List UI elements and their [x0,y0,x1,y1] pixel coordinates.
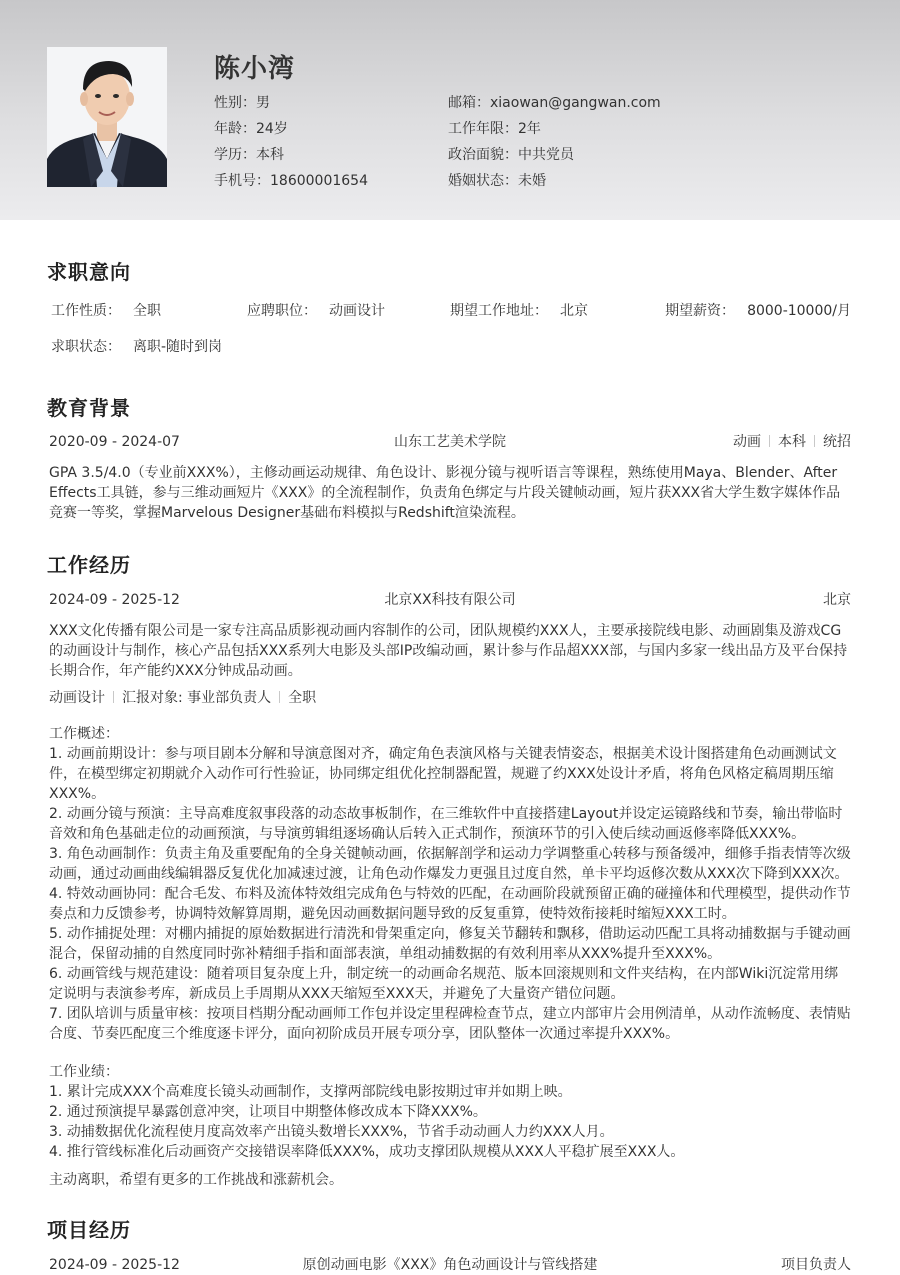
political-status-info: 政治面貌：中共党员 [448,147,574,163]
list-item: 4. 特效动画协同：配合毛发、布料及流体特效组完成角色与特效的匹配，在动画阶段就预留正确的碰撞体和代理模型，提供动作节奏点和力反馈参考，协调特效解算周期，避免因动画数据问题导致的反复重算，使特效衔接耗时缩短XXX工时。 [49,886,851,922]
work-achievements-title: 工作业绩： [49,1064,119,1080]
work-role: 动画设计 [49,690,105,706]
work-overview [49,724,851,1044]
marital-status-info: 婚姻状态：未婚 [448,173,546,189]
project-date: 2024-09 - 2025-12 [49,1257,180,1273]
section-title-education: 教育背景 [47,396,131,420]
intent-location-value: 北京 [560,303,588,319]
intent-position [247,301,385,321]
work-overview-title: 工作概述： [49,726,119,742]
project-name: 原创动画电影《XXX》角色动画设计与管线搭建 [302,1257,598,1273]
work-years-info: 工作年限：2年 [448,121,541,137]
list-item: 1. 动画前期设计：参与项目剧本分解和导演意图对齐，确定角色表演风格与关键表情姿态，根据美术设计图搭建角色动画测试文件，在模型绑定初期就介入动作可行性验证，协同绑定组优化控制器配置，规避了约XXX处设计矛盾，将角色风格定稿周期压缩XXX%。 [49,746,837,802]
education-date: 2020-09 - 2024-07 [49,434,180,450]
list-item: 6. 动画管线与规范建设：随着项目复杂度上升，制定统一的动画命名规范、版本回滚规则和文件夹结构，在内部Wiki沉淀常用绑定说明与表演参考库，新成员上手周期从XXX天缩短至XXX天，并避免了大量资产错位问题。 [49,966,839,1002]
section-title-project: 项目经历 [47,1218,131,1242]
divider [769,435,770,447]
gender-info: 性别：男 [214,95,270,111]
list-item: 5. 动作捕捉处理：对棚内捕捉的原始数据进行清洗和骨架重定向，修复关节翻转和飘移，借助运动匹配工具将动捕数据与手键动画混合，保留动捕的自然度同时弥补精细手指和面部表演，单组动捕数据的有效利用率从XXX%提升至XXX%。 [49,926,851,962]
intent-location [450,301,588,321]
intent-salary-label: 期望薪资： [665,303,736,319]
candidate-name: 陈小湾 [214,54,296,84]
leave-reason: 主动离职，希望有更多的工作挑战和涨薪机会。 [49,1172,343,1188]
intent-position-label: 应聘职位： [247,303,317,319]
intent-job-type [51,301,161,321]
list-item: 2. 通过预演提早暴露创意冲突，让项目中期整体修改成本下降XXX%。 [49,1104,487,1120]
list-item: 3. 动捕数据优化流程使月度高效率产出镜头数增长XXX%，节省手动动画人力约XXX人月。 [49,1124,614,1140]
person-portrait-icon [47,47,167,187]
intent-job-type-value: 全职 [133,303,161,319]
section-title-intent: 求职意向 [47,260,131,284]
education-major: 动画 [733,434,761,450]
list-item: 3. 角色动画制作：负责主角及重要配角的全身关键帧动画，依据解剖学和运动力学调整重心转移与预备缓冲，细修手指表情等次级动画，通过动画曲线编辑器反复优化加减速过渡，让角色动作爆发力更强且过度自然，单卡平均返修次数从XXX次下降到XXX次。 [49,846,851,882]
intent-position-value: 动画设计 [329,303,385,319]
list-item: 2. 动画分镜与预演：主导高难度叙事段落的动态故事板制作，在三维软件中直接搭建Layout并设定运镜路线和节奏，输出带临时音效和角色基础走位的动画预演，与导演剪辑组逐场确认后转入正式制作，预演环节的引入使后续动画返修率降低XXX%。 [49,806,843,842]
company-description: XXX文化传播有限公司是一家专注高品质影视动画内容制作的公司，团队规模约XXX人，主要承接院线电影、动画剧集及游戏CG的动画设计与制作，核心产品包括XXX系列大电影及头部IP改编动画，累计参与作品超XXX部，与国内多家一线出品方及平台保持长期合作，年产能约XXX分钟成品动画。 [49,623,848,679]
work-date: 2024-09 - 2025-12 [49,592,180,608]
intent-status [51,337,222,357]
project-header-row [49,1255,851,1275]
section-title-work: 工作经历 [47,553,131,577]
work-achievements [49,1062,851,1162]
education-degree: 本科 [778,434,806,450]
profile-photo [47,47,167,187]
intent-status-label: 求职状态： [51,339,121,355]
phone-info: 手机号：18600001654 [214,173,368,189]
age-info: 年龄：24岁 [214,121,288,137]
education-header-row [49,432,851,452]
list-item: 7. 团队培训与质量审核：按项目档期分配动画师工作包并设定里程碑检查节点，建立内部审片会用例清单，从动作流畅度、表情贴合度、节奏匹配度三个维度逐卡评分，面向初阶成员开展专项分享，团队整体一次通过率提升XXX%。 [49,1006,851,1042]
work-job-type: 全职 [288,690,317,706]
project-role: 项目负责人 [781,1257,851,1273]
work-header-row [49,590,851,610]
work-report: 汇报对象: 事业部负责人 [122,690,272,706]
divider [279,691,280,703]
list-item: 1. 累计完成XXX个高难度长镜头动画制作，支撑两部院线电影按期过审并如期上映。 [49,1084,572,1100]
education-mode: 统招 [823,434,851,450]
work-role-row [49,688,851,708]
education-school: 山东工艺美术学院 [394,434,506,450]
divider [113,691,114,703]
divider [814,435,815,447]
intent-salary [665,301,851,321]
education-tags [733,432,851,452]
email-info: 邮箱：xiaowan@gangwan.com [448,95,661,111]
work-company: 北京XX科技有限公司 [384,592,516,608]
intent-job-type-label: 工作性质： [51,303,121,319]
education-description: GPA 3.5/4.0（专业前XXX%），主修动画运动规律、角色设计、影视分镜与视听语言等课程，熟练使用Maya、Blender、After Effects工具链，参与三维动画短片《XXX》的全流程制作，负责角色绑定与片段关键帧动画，短片获XXX省大学生数字媒体作品竞赛一等奖，掌握Marvelous Designer基础布料模拟与Redshift渲染流程。 [49,465,841,521]
list-item: 4. 推行管线标准化后动画资产交接错误率降低XXX%，成功支撑团队规模从XXX人平稳扩展至XXX人。 [49,1144,685,1160]
work-city: 北京 [823,592,851,608]
resume-header [0,0,900,220]
education-info: 学历：本科 [214,147,284,163]
intent-salary-value: 8000-10000/月 [747,303,851,319]
intent-status-value: 离职-随时到岗 [133,339,223,355]
intent-location-label: 期望工作地址： [450,303,548,319]
work-role-tags [49,688,316,708]
